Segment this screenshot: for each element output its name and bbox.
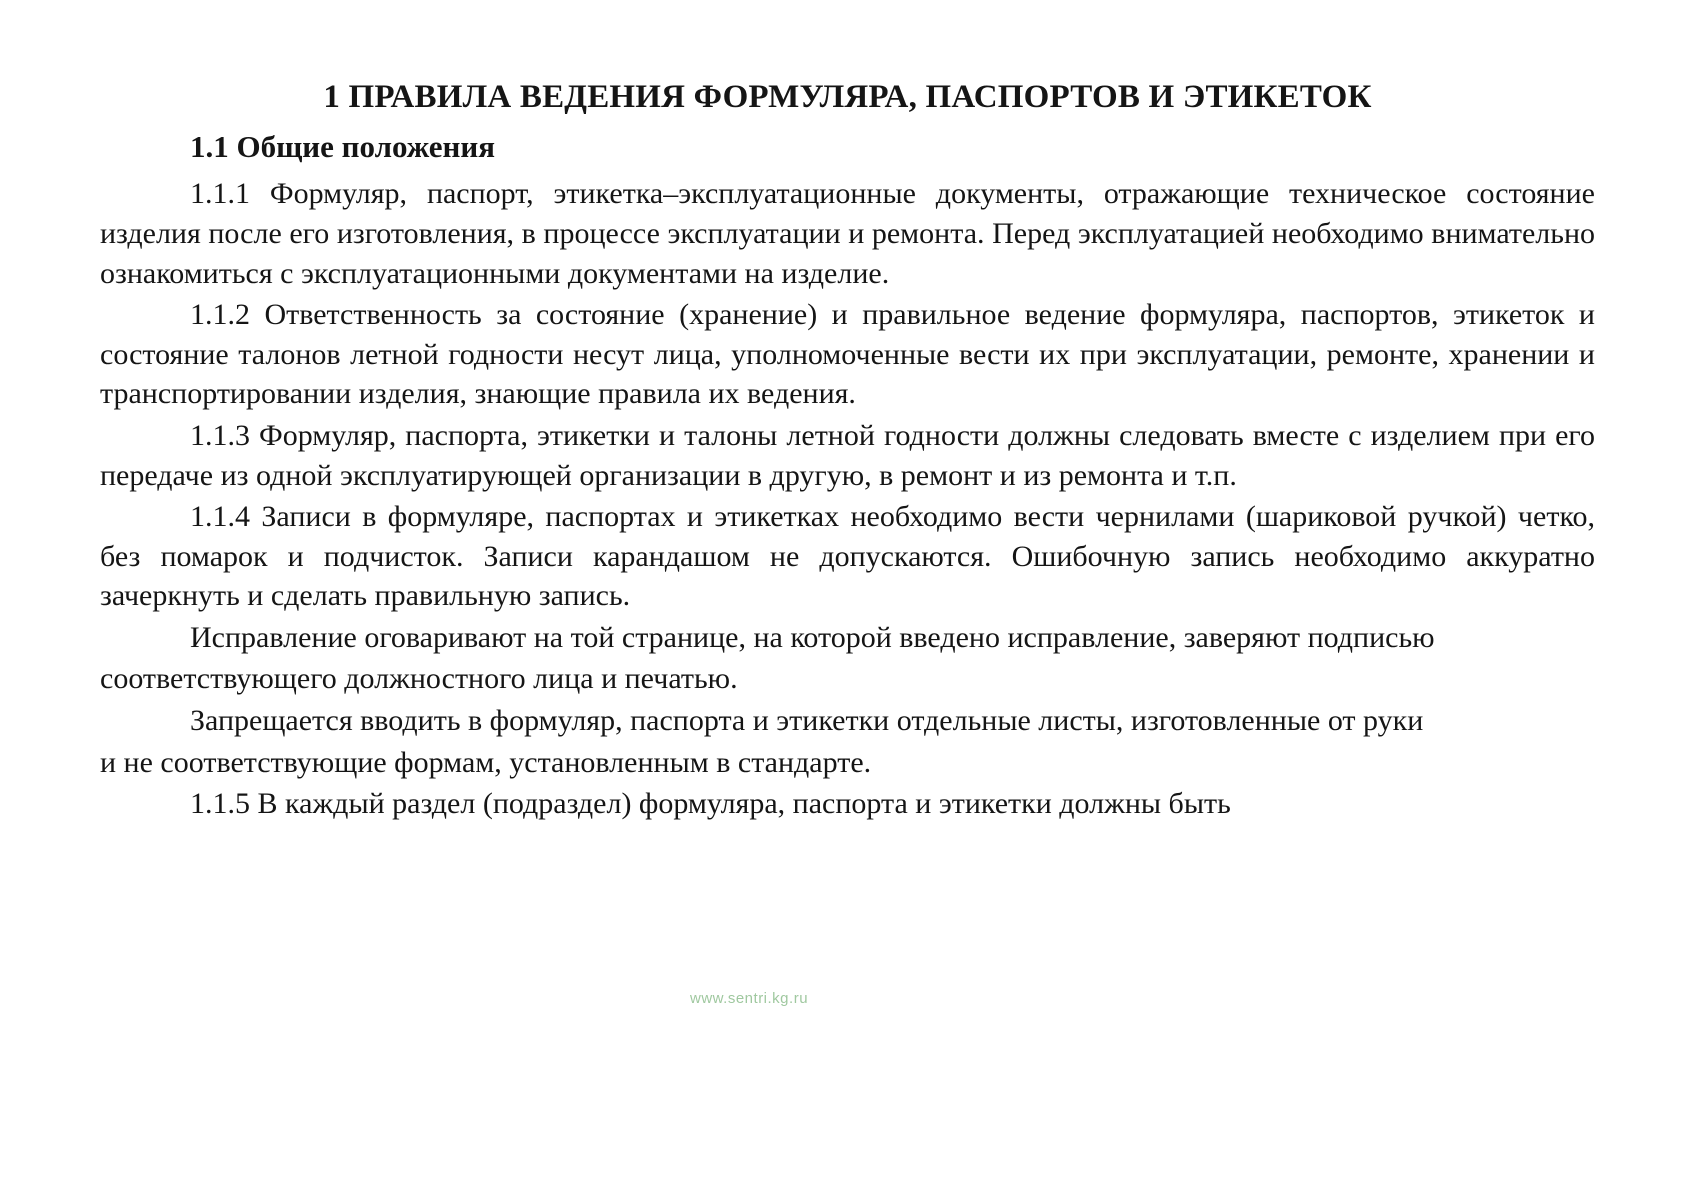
section-heading: 1.1 Общие положения — [190, 128, 496, 164]
paragraph-1-1-5: 1.1.5 В каждый раздел (подраздел) формуляра, паспорта и этикетки должны быть — [190, 787, 1231, 821]
paragraph-1-1-2: 1.1.2 Ответственность за состояние (хранение) и правильное ведение формуляра, паспортов, этикеток и состояние талонов летной годности несут лица, уполномоченные вести их при эксплуатации, ремонте, хранении и транспортировании изделия, знающие правила их ведения. — [100, 298, 1595, 411]
paragraph-prohibition: Запрещается вводить в формуляр, паспорта и этикетки отдельные листы, изготовленные от руки — [190, 704, 1424, 738]
paragraph-1-1-4: 1.1.4 Записи в формуляре, паспортах и этикетках необходимо вести чернилами (шариковой ручкой) четко, без помарок и подчисток. Записи карандашом не допускаются. Ошибочную запись необходимо аккуратно зачеркнуть и сделать правильную запись. — [100, 500, 1595, 613]
paragraph-correction-note: Исправление оговаривают на той странице, на которой введено исправление, заверяют подписью — [190, 620, 1435, 654]
paragraph-1-1-3: 1.1.3 Формуляр, паспорта, этикетки и талоны летной годности должны следовать вместе с изделием при его передаче из одной эксплуатирующей организации в другую, в ремонт и из ремонта и т.п. — [100, 418, 1595, 492]
paragraph-official-seal: соответствующего должностного лица и печатью. — [100, 662, 738, 696]
watermark: www.sentri.kg.ru — [690, 990, 809, 1007]
paragraph-1-1-1: 1.1.1 Формуляр, паспорт, этикетка–эксплуатационные документы, отражающие техническое состояние изделия после его изготовления, в процессе эксплуатации и ремонта. Перед эксплуатацией необходимо внимательно ознакомиться с эксплуатационными документами на изделие. — [100, 177, 1595, 290]
page-title: 1 ПРАВИЛА ВЕДЕНИЯ ФОРМУЛЯРА, ПАСПОРТОВ И ЭТИКЕТОК — [323, 79, 1372, 115]
paragraph-standard-forms: и не соответствующие формам, установленным в стандарте. — [100, 745, 872, 779]
